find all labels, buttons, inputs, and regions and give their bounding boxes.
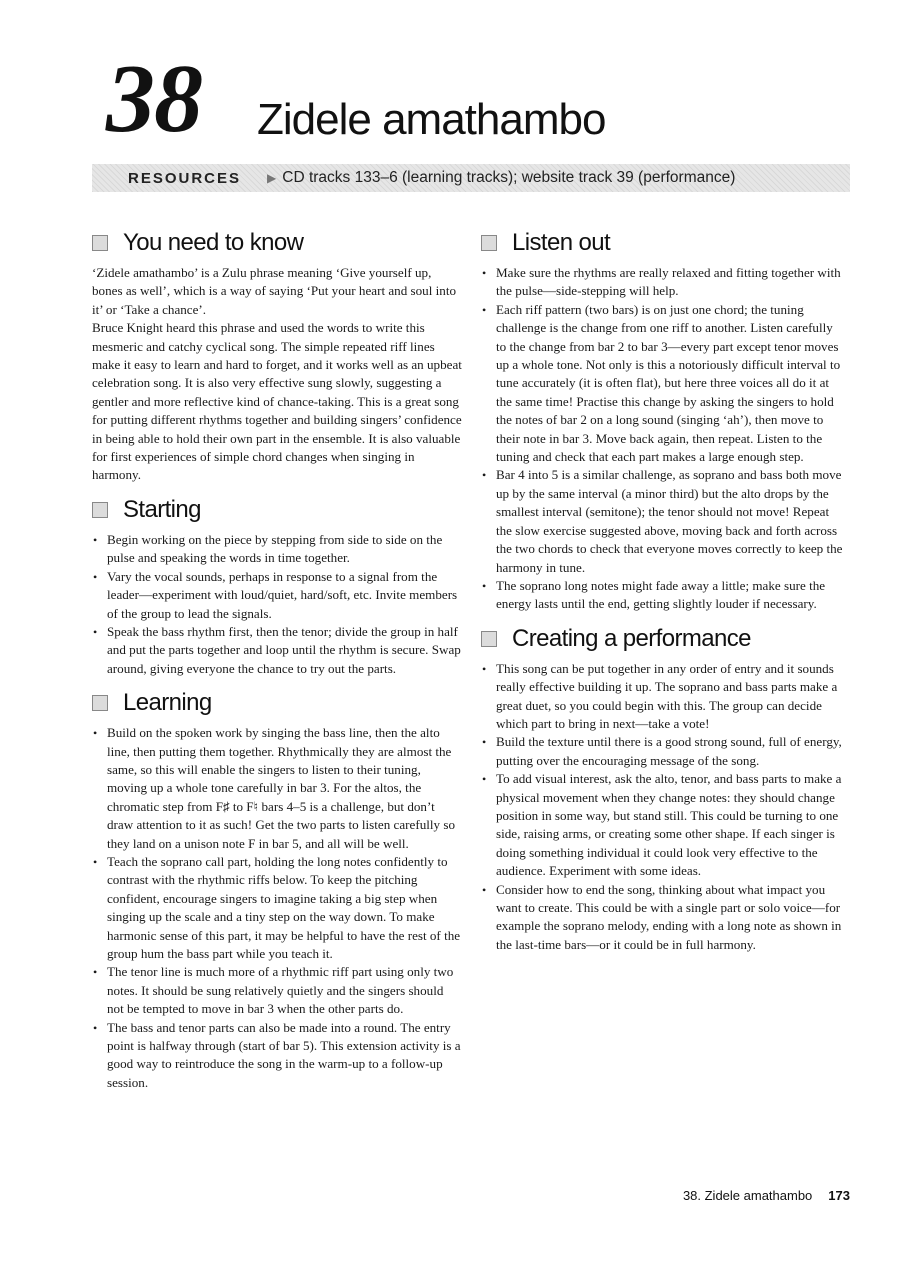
- list-item: • Teach the soprano call part, holding the long notes confidently to contrast with the rhythmic riffs below. To keep the pitching confident, encourage singers to imagine taking a big step when singing up the scale and a tiny step on the way down. To make harmonic sense of this part, it may be helpful to have the rest of the group hum the bass part while you teach it.: [92, 853, 462, 963]
- list-item: • Make sure the rhythms are really relaxed and fitting together with the pulse—side-stepping will help.: [481, 264, 845, 301]
- square-box-icon: [92, 502, 108, 518]
- section-heading-you-need-to-know: [92, 226, 462, 260]
- list-item: • The tenor line is much more of a rhythmic riff part using only two notes. It should be sung relatively quietly and the singers should not be tempted to move in bar 3 when the other parts do.: [92, 963, 462, 1018]
- section-title: Creating a performance: [512, 624, 751, 652]
- section-heading-starting: [92, 493, 462, 527]
- starting-list: [92, 531, 462, 678]
- list-item: • Bar 4 into 5 is a similar challenge, as soprano and bass both move up by the same interval (a minor third) but the alto drops by the smallest interval (semitone); the tenor should not move! Repeat the slow exercise suggested above, moving back and forth across the two chords to check that everyone moves correctly to keep the harmony in tune.: [481, 466, 845, 576]
- list-item: • Build the texture until there is a good strong sound, full of energy, putting over the encouraging message of the song.: [481, 733, 845, 770]
- page-footer: [683, 1188, 850, 1203]
- section-title: You need to know: [123, 229, 304, 256]
- resources-text: CD tracks 133–6 (learning tracks); website track 39 (performance): [282, 169, 736, 186]
- list-item: • Build on the spoken work by singing the bass line, then the alto line, then putting them together. Rhythmically they are almost the same, so this will enable the singers to listen to their tuning, moving up a whole tone carefully in bar 3. For the altos, the chromatic step from F♯ to F♮ bars 4–5 is a challenge, but don’t draw attention to it as such! Get the two parts to listen carefully so they land on a unison note F in bar 5, and all will be well.: [92, 724, 462, 853]
- square-box-icon: [481, 235, 497, 251]
- list-item: • The soprano long notes might fade away a little; make sure the energy lasts until the end, getting slightly louder if necessary.: [481, 577, 845, 614]
- section-title: Listen out: [512, 229, 611, 256]
- creating-performance-list: [481, 660, 845, 955]
- section-heading-creating-a-performance: [481, 622, 845, 656]
- list-item: • This song can be put together in any order of entry and it sounds really effective building it up. The soprano and bass parts make a great duet, so you could begin with this. The group can decide which part to bring in next—take a vote!: [481, 660, 845, 734]
- list-item: • Vary the vocal sounds, perhaps in response to a signal from the leader—experiment with loud/quiet, hard/soft, etc. Invite members of the group to lead the signals.: [92, 568, 462, 623]
- square-box-icon: [481, 631, 497, 647]
- list-item: • Speak the bass rhythm first, then the tenor; divide the group in half and put the parts together and loop until the rhythm is secure. Swap around, giving everyone the chance to try out the parts.: [92, 623, 462, 678]
- page-number: 173: [828, 1188, 850, 1203]
- triangle-arrow-icon: ▶: [267, 171, 277, 185]
- section-title: Learning: [123, 689, 212, 717]
- section-heading-listen-out: [481, 226, 845, 260]
- section-title: Starting: [123, 495, 201, 523]
- section-heading-learning: [92, 686, 462, 720]
- learning-list: [92, 724, 462, 1092]
- list-item: • To add visual interest, ask the alto, tenor, and bass parts to make a physical movement when they change notes: they should change position in some way, but stand still. This could be turning to one side, raising arms, or creating some other shape. If each singer is doing something individual it could look very effective to the audience. Experiment with some ideas.: [481, 770, 845, 880]
- square-box-icon: [92, 235, 108, 251]
- list-item: • The bass and tenor parts can also be made into a round. The entry point is halfway through (start of bar 5). This extension activity is a good way to reintroduce the song in the warm-up to a follow-up session.: [92, 1019, 462, 1093]
- right-column: [481, 226, 845, 962]
- resources-bar: [92, 164, 850, 192]
- list-item: • Consider how to end the song, thinking about what impact you want to create. This could be with a single part or solo voice—for example the soprano melody, ending with a long note as shown in the last-time bars—or it could be in full harmony.: [481, 881, 845, 955]
- resources-label: RESOURCES: [128, 169, 242, 187]
- running-title: 38. Zidele amathambo: [682, 1188, 813, 1203]
- chapter-number: 38: [106, 45, 202, 153]
- list-item: • Each riff pattern (two bars) is on just one chord; the tuning challenge is the change from one riff to another. Listen carefully to the change from bar 2 to bar 3—every part except tenor moves up a whole tone. Not only is this a notoriously difficult interval to tune accurately (it is often flat), but here three voices all do it at the same time! Practise this change by asking the singers to hold the notes of bar 2 on a long sound (singing ‘ah’), then move to their note in bar 3. Move back again, then repeat. Listen to the tuning and check that each part makes a large enough step.: [481, 301, 845, 467]
- list-item: • Begin working on the piece by stepping from side to side on the pulse and speaking the words in time together.: [92, 531, 462, 568]
- paragraph: Bruce Knight heard this phrase and used the words to write this mesmeric and catchy cyclical song. The simple repeated riff lines make it easy to learn and hard to forget, and it works well as an upbeat celebration song. It is also very effective sung slowly, suggesting a gentler and more reflective kind of chance-taking. This is a great song for putting different rhythms together and building singers’ confidence in being able to hold their own part in the ensemble. It is also valuable for first experiences of simple chord changes when singing in harmony.: [92, 320, 462, 483]
- listen-out-list: [481, 264, 845, 614]
- paragraph: ‘Zidele amathambo’ is a Zulu phrase meaning ‘Give yourself up, bones as well’, which is a way of saying ‘Put your heart and soul into it’ or ‘Take a chance’.: [92, 265, 457, 317]
- square-box-icon: [92, 695, 108, 711]
- chapter-title: Zidele amathambo: [257, 95, 606, 144]
- left-column: [92, 226, 462, 1100]
